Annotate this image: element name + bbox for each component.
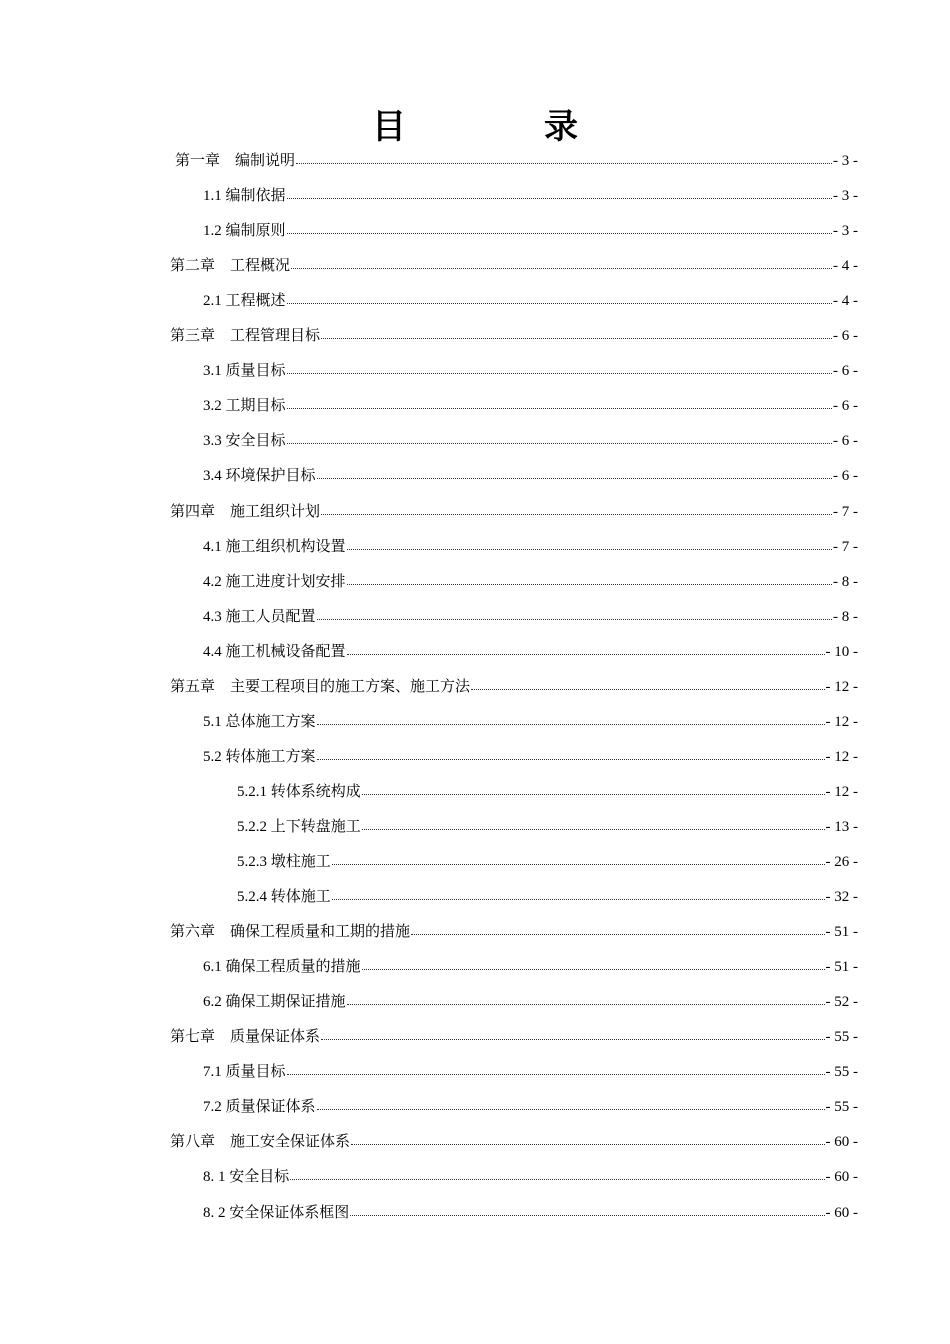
toc-subsection-entry[interactable] [237, 815, 858, 839]
toc-entry-label: 6.2 确保工期保证措施 [203, 994, 346, 1011]
toc-page-number: - 3 - [833, 188, 858, 205]
toc-entry-label: 第七章 质量保证体系 [170, 1029, 321, 1046]
toc-section-entry[interactable] [203, 359, 858, 383]
toc-dot-leader [287, 184, 832, 199]
toc-section-entry[interactable] [203, 605, 858, 629]
toc-dot-leader [321, 500, 832, 515]
toc-page-number: - 60 - [825, 1204, 858, 1221]
toc-dot-leader [347, 990, 825, 1005]
toc-entry-label: 4.1 施工组织机构设置 [203, 538, 346, 555]
toc-dot-leader [296, 149, 832, 164]
toc-section-entry[interactable] [203, 429, 858, 453]
toc-dot-leader [332, 885, 825, 900]
toc-entry-label: 4.2 施工进度计划安排 [203, 573, 346, 590]
toc-page-number: - 13 - [825, 818, 858, 835]
toc-page-number: - 55 - [825, 1029, 858, 1046]
toc-page-number: - 52 - [825, 994, 858, 1011]
toc-entry-label: 第八章 施工安全保证体系 [170, 1134, 351, 1151]
toc-dot-leader [317, 464, 832, 479]
toc-dot-leader [362, 815, 825, 830]
toc-dot-leader [287, 359, 832, 374]
toc-entry-label: 7.2 质量保证体系 [203, 1099, 316, 1116]
toc-entry-label: 5.2.1 转体系统构成 [237, 783, 361, 800]
toc-entry-label: 3.3 安全目标 [203, 433, 286, 450]
toc-page-number: - 55 - [825, 1064, 858, 1081]
toc-page-number: - 6 - [833, 328, 858, 345]
toc-chapter-entry[interactable] [170, 1130, 858, 1154]
toc-entry-label: 5.2 转体施工方案 [203, 748, 316, 765]
toc-section-entry[interactable] [203, 1201, 858, 1225]
toc-page-number: - 32 - [825, 889, 858, 906]
toc-dot-leader [411, 920, 824, 935]
toc-section-entry[interactable] [203, 289, 858, 313]
toc-page-number: - 51 - [825, 924, 858, 941]
toc-dot-leader [351, 1130, 824, 1145]
toc-chapter-entry[interactable] [170, 500, 858, 524]
toc-dot-leader [471, 675, 824, 690]
toc-page-number: - 3 - [833, 153, 858, 169]
toc-entry-label: 4.3 施工人员配置 [203, 608, 316, 625]
toc-entry-label: 8. 2 安全保证体系框图 [203, 1204, 350, 1221]
toc-entry-label: 第一章 编制说明 [175, 153, 296, 169]
toc-dot-leader [287, 1060, 825, 1075]
toc-section-entry[interactable] [203, 1165, 858, 1189]
toc-entry-label: 7.1 质量目标 [203, 1064, 286, 1081]
toc-dot-leader [287, 394, 832, 409]
toc-entry-label: 第六章 确保工程质量和工期的措施 [170, 924, 411, 941]
toc-chapter-entry[interactable] [170, 920, 858, 944]
toc-page-number: - 51 - [825, 959, 858, 976]
toc-dot-leader [291, 254, 832, 269]
toc-dot-leader [350, 1201, 824, 1216]
toc-page-number: - 4 - [833, 258, 858, 275]
toc-subsection-entry[interactable] [237, 780, 858, 804]
toc-dot-leader [347, 535, 832, 550]
toc-section-entry[interactable] [203, 955, 858, 979]
toc-page-number: - 6 - [833, 468, 858, 485]
toc-page-number: - 6 - [833, 363, 858, 380]
toc-dot-leader [317, 745, 825, 760]
toc-entry-label: 第四章 施工组织计划 [170, 503, 321, 520]
toc-dot-leader [321, 1025, 824, 1040]
toc-page-number: - 6 - [833, 433, 858, 450]
toc-entry-label: 3.1 质量目标 [203, 363, 286, 380]
toc-page-number: - 12 - [825, 748, 858, 765]
toc-page-number: - 6 - [833, 398, 858, 415]
toc-entry-label: 5.1 总体施工方案 [203, 713, 316, 730]
toc-entry-label: 5.2.3 墩柱施工 [237, 854, 331, 870]
toc-page-number: - 55 - [825, 1099, 858, 1116]
toc-entry-label: 1.1 编制依据 [203, 188, 286, 205]
toc-page-number: - 60 - [825, 1134, 858, 1151]
toc-dot-leader [332, 850, 825, 865]
toc-page-number: - 60 - [825, 1169, 858, 1186]
toc-section-entry[interactable] [203, 219, 858, 243]
toc-chapter-entry[interactable] [170, 324, 858, 348]
toc-page-number: - 8 - [833, 608, 858, 625]
toc-dot-leader [347, 640, 825, 655]
toc-section-entry[interactable] [203, 1060, 858, 1084]
toc-dot-leader [362, 955, 825, 970]
toc-subsection-entry[interactable] [237, 885, 858, 909]
toc-page-number: - 8 - [833, 573, 858, 590]
toc-entry-label: 3.4 环境保护目标 [203, 468, 316, 485]
toc-page-number: - 3 - [833, 223, 858, 240]
toc-entry-label: 5.2.4 转体施工 [237, 889, 331, 906]
toc-entry-label: 2.1 工程概述 [203, 293, 286, 310]
toc-entry-label: 6.1 确保工程质量的措施 [203, 959, 361, 976]
toc-entry-label: 第二章 工程概况 [170, 258, 291, 275]
toc-page-number: - 26 - [825, 854, 858, 870]
toc-page-number: - 7 - [833, 503, 858, 520]
toc-chapter-entry[interactable] [170, 675, 858, 699]
toc-entry-label: 4.4 施工机械设备配置 [203, 643, 346, 660]
toc-entry-label: 第五章 主要工程项目的施工方案、施工方法 [170, 678, 471, 695]
toc-entry-label: 8. 1 安全目标 [203, 1169, 290, 1186]
toc-subsection-entry[interactable] [237, 850, 858, 874]
toc-title: 目 录 [372, 107, 630, 147]
toc-section-entry[interactable] [203, 184, 858, 208]
toc-chapter-entry[interactable] [170, 254, 858, 278]
toc-dot-leader [317, 605, 832, 620]
toc-dot-leader [317, 1095, 825, 1110]
toc-page-number: - 12 - [825, 713, 858, 730]
toc-section-entry[interactable] [203, 570, 858, 594]
toc-page-number: - 10 - [825, 643, 858, 660]
toc-page-number: - 12 - [825, 783, 858, 800]
toc-dot-leader [321, 324, 832, 339]
toc-section-entry[interactable] [203, 394, 858, 418]
toc-section-entry[interactable] [203, 1095, 858, 1119]
toc-section-entry[interactable] [203, 710, 858, 734]
toc-page-number: - 12 - [825, 678, 858, 695]
toc-section-entry[interactable] [203, 640, 858, 664]
toc-chapter-entry[interactable] [175, 149, 858, 173]
toc-section-entry[interactable] [203, 535, 858, 559]
toc-section-entry[interactable] [203, 745, 858, 769]
toc-entry-label: 5.2.2 上下转盘施工 [237, 818, 361, 835]
toc-entry-label: 第三章 工程管理目标 [170, 328, 321, 345]
toc-entry-label: 1.2 编制原则 [203, 223, 286, 240]
toc-dot-leader [287, 289, 832, 304]
toc-dot-leader [347, 570, 832, 585]
toc-dot-leader [317, 710, 825, 725]
toc-page-number: - 4 - [833, 293, 858, 310]
toc-section-entry[interactable] [203, 464, 858, 488]
toc-dot-leader [290, 1165, 824, 1180]
toc-dot-leader [362, 780, 825, 795]
toc-entry-label: 3.2 工期目标 [203, 398, 286, 415]
toc-dot-leader [287, 219, 832, 234]
toc-chapter-entry[interactable] [170, 1025, 858, 1049]
toc-page-number: - 7 - [833, 538, 858, 555]
toc-dot-leader [287, 429, 832, 444]
toc-section-entry[interactable] [203, 990, 858, 1014]
